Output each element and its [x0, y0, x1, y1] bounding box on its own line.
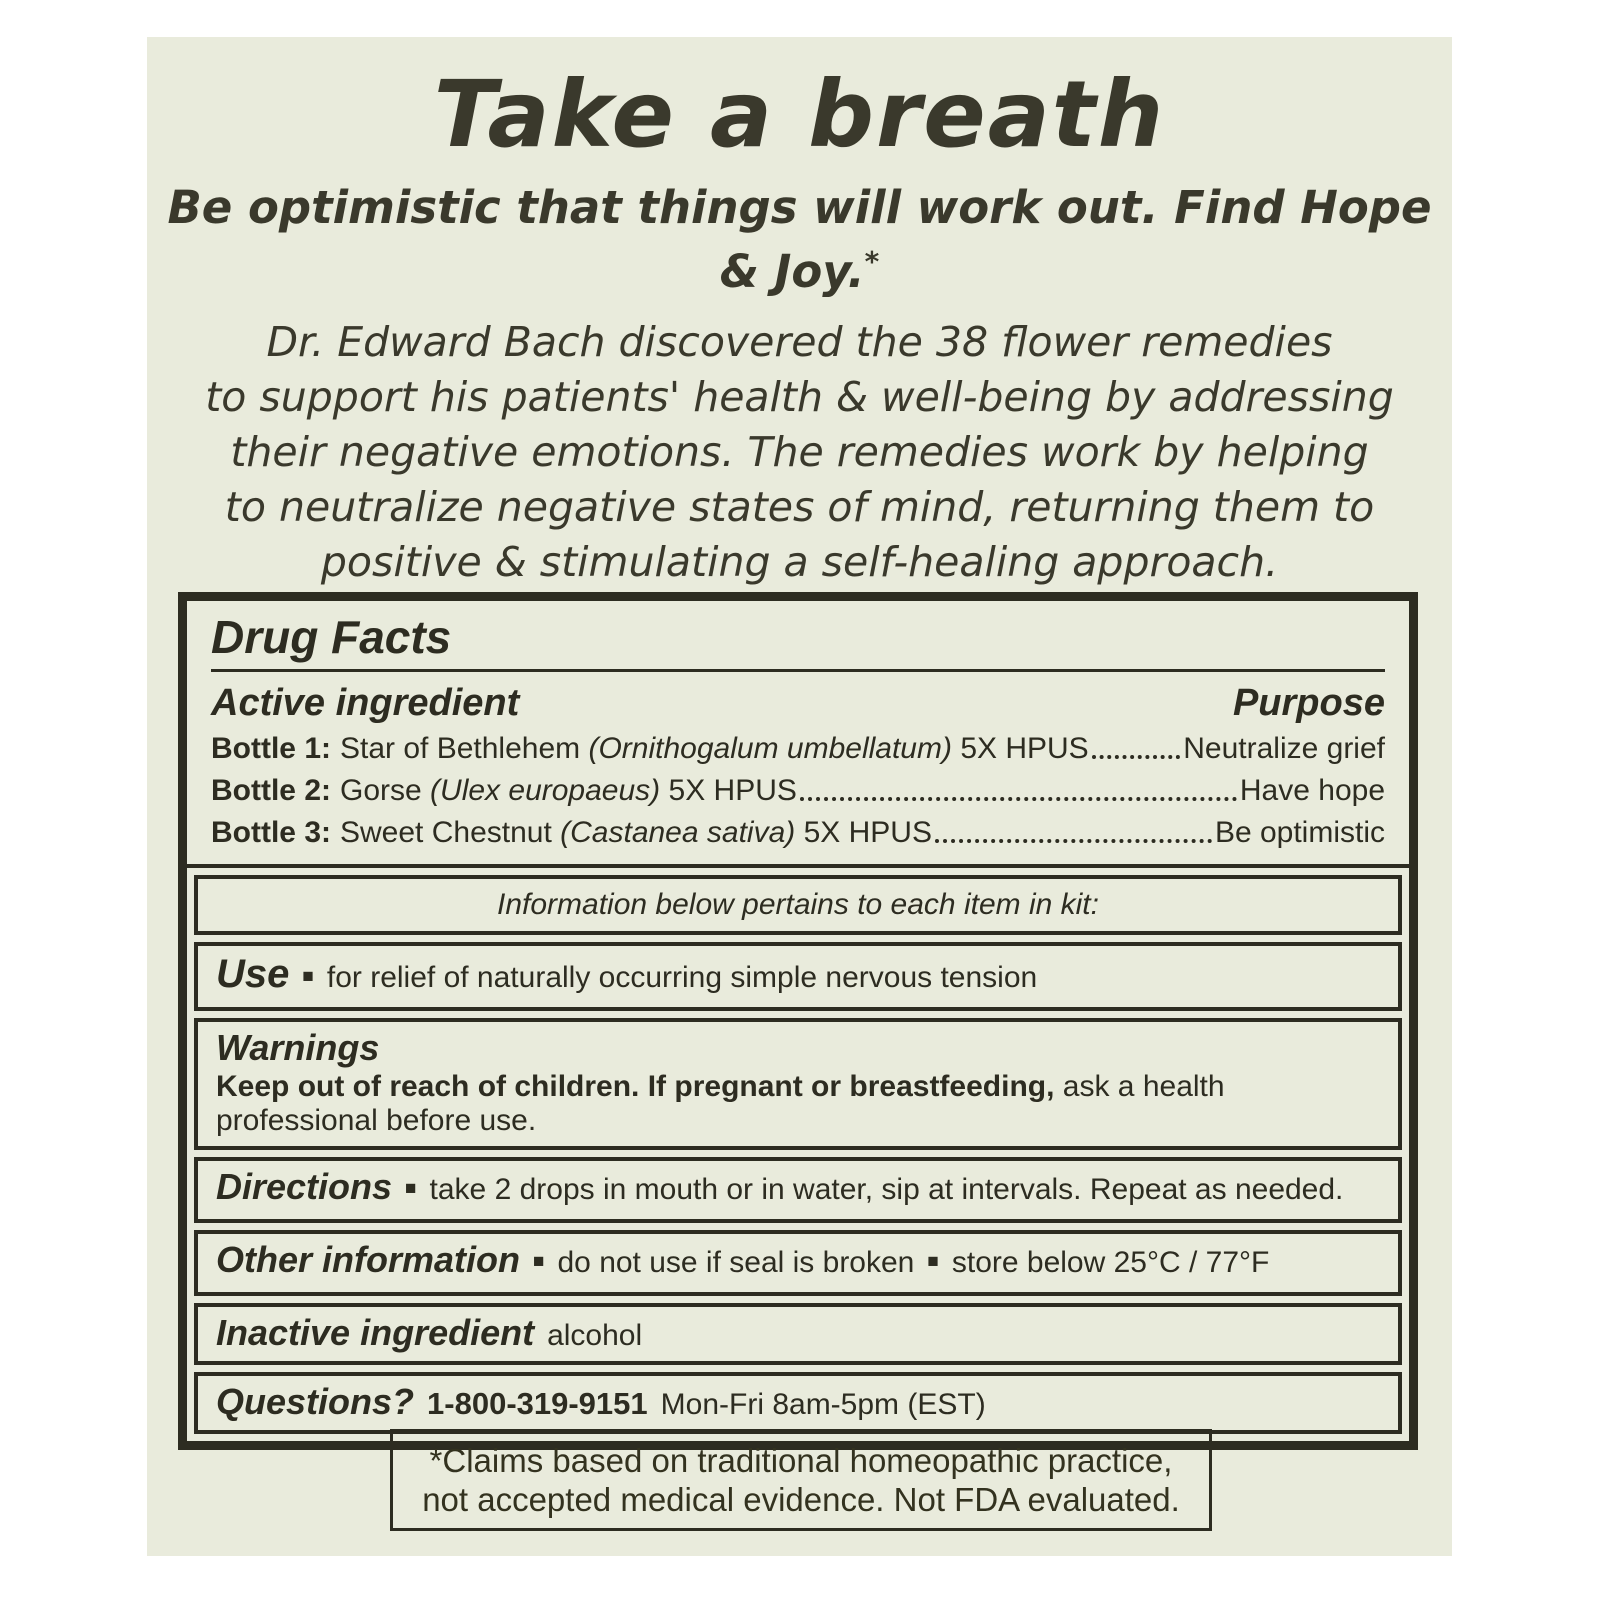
description-line: positive & stimulating a self-healing approach. [320, 538, 1279, 586]
description-paragraph [147, 315, 1452, 590]
other-information-item: store below 25°C / 77°F [951, 1246, 1270, 1279]
ingredient-row [211, 772, 1385, 810]
purpose-value: Have hope [1239, 774, 1385, 807]
phone-number: 1-800-319-9151 [427, 1386, 648, 1421]
leader-dots [935, 839, 1212, 843]
leader-dots [1092, 755, 1181, 759]
other-information-item: do not use if seal is broken [557, 1246, 915, 1279]
use-heading: Use [216, 952, 290, 996]
kit-note-section [194, 875, 1402, 935]
ingredient-name: Sweet Chestnut (Castanea sativa) 5X HPUS [340, 816, 932, 849]
warnings-text: Keep out of reach of children. If pregnant or breastfeeding, ask a health professional before use. [216, 1070, 1225, 1137]
tagline-text: Be optimistic that things will work out. Find Hope & Joy. [167, 181, 1432, 298]
description-line: to neutralize negative states of mind, returning them to [224, 483, 1375, 531]
leader-dots [800, 797, 1237, 801]
drug-facts-panel [178, 592, 1418, 1450]
latin-name: (Ornithogalum umbellatum) [588, 732, 952, 765]
product-label-back-panel [147, 37, 1452, 1556]
tagline-asterisk: * [864, 245, 880, 278]
description-line: their negative emotions. The remedies work by helping [230, 428, 1369, 476]
inactive-ingredient-section [194, 1303, 1402, 1365]
other-information-section [194, 1230, 1402, 1296]
active-ingredient-header: Active ingredient [211, 682, 520, 724]
potency: 5X HPUS [803, 816, 932, 849]
directions-text: take 2 drops in mouth or in water, sip at intervals. Repeat as needed. [429, 1173, 1344, 1206]
kit-note-text: Information below pertains to each item in kit: [497, 888, 1099, 921]
description-line: Dr. Edward Bach discovered the 38 flower remedies [266, 318, 1333, 366]
drug-facts-title: Drug Facts [211, 611, 452, 663]
description-line: to support his patients' health & well-being by addressing [205, 373, 1394, 421]
questions-hours: Mon-Fri 8am-5pm (EST) [660, 1388, 986, 1421]
inactive-ingredient-heading: Inactive ingredient [216, 1312, 535, 1353]
latin-name: (Castanea sativa) [560, 816, 796, 849]
bottle-label: Bottle 2: [211, 774, 331, 807]
ingredient-row [211, 814, 1385, 852]
bottle-label: Bottle 1: [211, 732, 331, 765]
purpose-value: Be optimistic [1214, 816, 1385, 849]
disclaimer-line: not accepted medical evidence. Not FDA evaluated. [422, 1481, 1180, 1518]
directions-heading: Directions [216, 1166, 393, 1207]
warnings-section [194, 1018, 1402, 1150]
questions-heading: Questions? [216, 1381, 415, 1422]
purpose-value: Neutralize grief [1183, 732, 1385, 765]
ingredient-name: Gorse (Ulex europaeus) 5X HPUS [340, 774, 797, 807]
tagline [147, 181, 1452, 299]
active-ingredient-section [187, 601, 1409, 868]
latin-name: (Ulex europaeus) [430, 774, 661, 807]
other-information-heading: Other information [216, 1239, 520, 1280]
inactive-ingredient-text: alcohol [547, 1319, 643, 1352]
product-title: Take a breath [433, 61, 1166, 168]
square-bullet-icon: ■ [927, 1251, 939, 1272]
directions-section [194, 1157, 1402, 1223]
ingredient-name: Star of Bethlehem (Ornithogalum umbellatum) 5X HPUS [340, 732, 1089, 765]
questions-section [194, 1372, 1402, 1434]
ingredient-row [211, 730, 1385, 768]
warnings-heading: Warnings [216, 1027, 380, 1068]
potency: 5X HPUS [668, 774, 797, 807]
square-bullet-icon: ■ [533, 1251, 545, 1272]
potency: 5X HPUS [960, 732, 1089, 765]
bottle-label: Bottle 3: [211, 816, 331, 849]
use-text: for relief of naturally occurring simple nervous tension [326, 961, 1038, 994]
disclaimer-box [390, 1429, 1212, 1531]
disclaimer-line: *Claims based on traditional homeopathic practice, [429, 1442, 1173, 1479]
square-bullet-icon: ■ [405, 1178, 417, 1199]
square-bullet-icon: ■ [302, 966, 314, 987]
ingredient-table-header [211, 682, 1385, 724]
title-divider [211, 669, 1385, 672]
purpose-header: Purpose [1232, 682, 1385, 724]
use-section [194, 942, 1402, 1011]
